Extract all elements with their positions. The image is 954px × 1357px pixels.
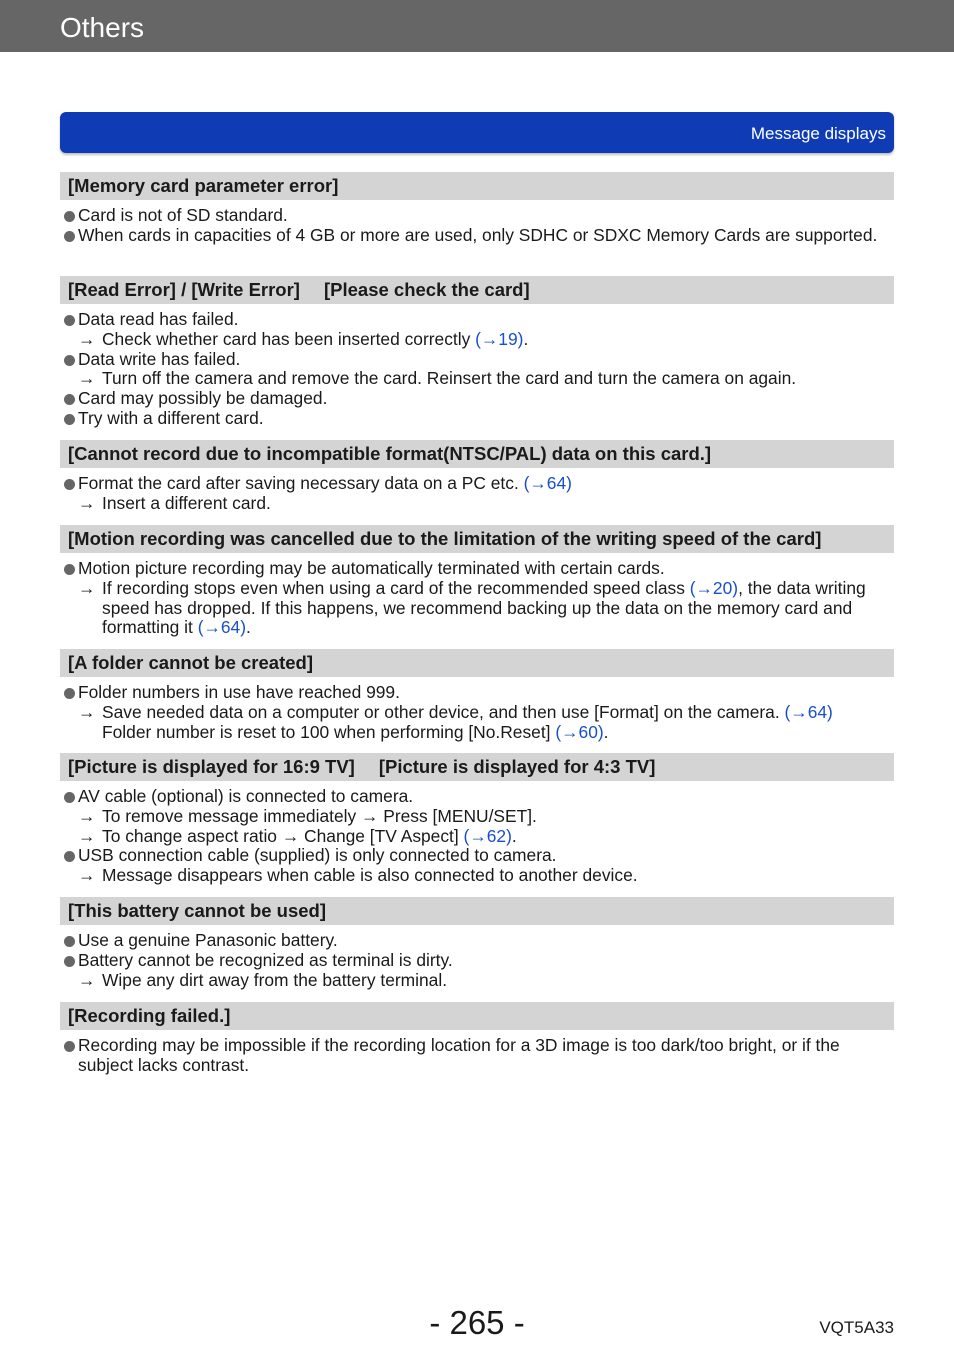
message-section bbox=[60, 897, 894, 990]
bullet-dot-icon bbox=[64, 414, 75, 425]
bullet-item bbox=[60, 310, 894, 330]
bullet-dot-icon bbox=[64, 936, 75, 947]
message-items bbox=[60, 559, 894, 638]
bullet-text: Recording may be impossible if the recording location for a 3D image is too dark/too bright, or if the subject lacks contrast. bbox=[78, 1035, 840, 1075]
bullet-item bbox=[60, 226, 894, 246]
page-reference-link[interactable]: (→60) bbox=[555, 721, 604, 742]
heading-text: [Memory card parameter error] bbox=[68, 175, 339, 196]
section-banner bbox=[60, 112, 894, 153]
arrow-right-icon: → bbox=[78, 865, 96, 886]
arrow-right-icon: → bbox=[78, 805, 96, 826]
bullet-dot-icon bbox=[64, 231, 75, 242]
message-heading bbox=[60, 525, 894, 553]
bullet-text: Data write has failed. bbox=[78, 348, 241, 369]
bullet-item bbox=[60, 559, 894, 579]
message-section bbox=[60, 525, 894, 638]
bullet-item bbox=[60, 206, 894, 226]
message-items bbox=[60, 683, 894, 742]
arrow-right-icon: → bbox=[78, 328, 96, 349]
message-section bbox=[60, 276, 894, 429]
instruction-text: Insert a different card. bbox=[102, 492, 271, 513]
sub-instruction bbox=[60, 330, 894, 350]
message-section bbox=[60, 1002, 894, 1076]
sub-instruction bbox=[60, 703, 894, 743]
sub-instruction bbox=[60, 866, 894, 886]
instruction-text: To remove message immediately → Press [MENU/SET]. bbox=[102, 805, 537, 826]
bullet-dot-icon bbox=[64, 355, 75, 366]
bullet-item bbox=[60, 409, 894, 429]
heading-text: [Please check the card] bbox=[323, 279, 530, 300]
heading-text: [Picture is displayed for 16:9 TV] bbox=[68, 756, 355, 777]
heading-text: [A folder cannot be created] bbox=[68, 652, 313, 673]
page-reference-link[interactable]: (→19) bbox=[475, 328, 524, 349]
message-heading bbox=[60, 649, 894, 677]
instruction-text: . bbox=[603, 721, 609, 742]
heading-text: [Motion recording was cancelled due to the limitation of the writing speed of the card] bbox=[68, 528, 822, 549]
bullet-text: Motion picture recording may be automatically terminated with certain cards. bbox=[78, 558, 665, 578]
bullet-item bbox=[60, 350, 894, 370]
bullet-text: Folder numbers in use have reached 999. bbox=[78, 682, 400, 702]
sub-instruction bbox=[60, 579, 894, 638]
arrow-right-icon: → bbox=[78, 577, 96, 598]
sub-instruction bbox=[60, 827, 894, 847]
message-section bbox=[60, 753, 894, 886]
page-category-title: Others bbox=[60, 12, 145, 43]
message-heading bbox=[60, 897, 894, 925]
bullet-dot-icon bbox=[64, 315, 75, 326]
sub-instruction bbox=[60, 494, 894, 514]
heading-text: [Recording failed.] bbox=[68, 1005, 231, 1026]
instruction-text: If recording stops even when using a card of the recommended speed class bbox=[102, 577, 690, 598]
heading-text: [This battery cannot be used] bbox=[68, 900, 327, 921]
bullet-dot-icon bbox=[64, 792, 75, 803]
message-items bbox=[60, 787, 894, 886]
bullet-text: AV cable (optional) is connected to camera. bbox=[78, 786, 414, 806]
bullet-item bbox=[60, 474, 894, 494]
model-code: VQT5A33 bbox=[819, 1318, 894, 1337]
bullet-dot-icon bbox=[64, 688, 75, 699]
bullet-item bbox=[60, 931, 894, 951]
message-section bbox=[60, 440, 894, 514]
page-reference-link[interactable]: (→64) bbox=[784, 701, 833, 722]
arrow-right-icon: → bbox=[78, 969, 96, 990]
instruction-text: , the data writing speed has dropped. If this happens, we recommend backing up the data on the memory card and formatting it bbox=[102, 577, 866, 638]
page-reference-link[interactable]: (→20) bbox=[689, 577, 739, 598]
heading-text: [Cannot record due to incompatible format(NTSC/PAL) data on this card.] bbox=[68, 443, 712, 464]
message-items bbox=[60, 206, 894, 246]
bullet-text: Battery cannot be recognized as terminal is dirty. bbox=[78, 949, 453, 970]
bullet-dot-icon bbox=[64, 394, 75, 405]
message-items bbox=[60, 931, 894, 990]
instruction-text: Save needed data on a computer or other device, and then use [Format] on the camera. bbox=[102, 701, 785, 722]
arrow-right-icon: → bbox=[78, 825, 96, 846]
bullet-dot-icon bbox=[64, 564, 75, 575]
page-reference-link[interactable]: (→64) bbox=[523, 473, 572, 493]
bullet-text: Card may possibly be damaged. bbox=[78, 388, 328, 409]
instruction-text: To change aspect ratio → Change [TV Aspect] bbox=[102, 825, 464, 846]
message-items bbox=[60, 1036, 894, 1076]
message-items bbox=[60, 310, 894, 429]
bullet-dot-icon bbox=[64, 956, 75, 967]
top-bar bbox=[0, 0, 954, 52]
bullet-text: When cards in capacities of 4 GB or more are used, only SDHC or SDXC Memory Cards are supported. bbox=[78, 224, 878, 245]
message-section bbox=[60, 172, 894, 246]
message-items bbox=[60, 474, 894, 514]
instruction-text: . bbox=[246, 617, 251, 638]
bullet-text: Data read has failed. bbox=[78, 309, 239, 329]
message-heading bbox=[60, 753, 894, 781]
instruction-text: Turn off the camera and remove the card. Reinsert the card and turn the camera on again. bbox=[102, 368, 797, 389]
bullet-dot-icon bbox=[64, 1041, 75, 1052]
sub-instruction bbox=[60, 369, 894, 389]
message-section bbox=[60, 649, 894, 742]
arrow-right-icon: → bbox=[78, 368, 96, 389]
sub-instruction bbox=[60, 971, 894, 991]
bullet-item bbox=[60, 787, 894, 807]
page-reference-link[interactable]: (→64) bbox=[197, 617, 247, 638]
arrow-right-icon: → bbox=[78, 701, 96, 722]
bullet-text: Format the card after saving necessary data on a PC etc. bbox=[78, 473, 524, 493]
bullet-item bbox=[60, 846, 894, 866]
heading-text: [Picture is displayed for 4:3 TV] bbox=[378, 756, 656, 777]
instruction-text: Check whether card has been inserted correctly bbox=[102, 328, 476, 349]
bullet-text: Use a genuine Panasonic battery. bbox=[78, 930, 338, 950]
instruction-text: . bbox=[511, 825, 517, 846]
page-reference-link[interactable]: (→62) bbox=[463, 825, 512, 846]
bullet-item bbox=[60, 951, 894, 971]
instruction-text: Message disappears when cable is also connected to another device. bbox=[102, 865, 638, 886]
sub-instruction bbox=[60, 807, 894, 827]
bullet-text: USB connection cable (supplied) is only connected to camera. bbox=[78, 845, 557, 866]
instruction-text: Wipe any dirt away from the battery terminal. bbox=[102, 969, 448, 990]
bullet-item bbox=[60, 683, 894, 703]
page-number: - 265 - bbox=[429, 1304, 525, 1341]
bullet-text: Try with a different card. bbox=[78, 407, 264, 428]
instruction-text: Folder number is reset to 100 when performing [No.Reset] bbox=[102, 721, 556, 742]
instruction-text: . bbox=[523, 328, 529, 349]
message-heading bbox=[60, 440, 894, 468]
message-heading bbox=[60, 1002, 894, 1030]
bullet-item bbox=[60, 1036, 894, 1076]
arrow-right-icon: → bbox=[78, 492, 96, 513]
bullet-text: Card is not of SD standard. bbox=[78, 205, 288, 225]
banner-label: Message displays bbox=[750, 124, 886, 143]
bullet-dot-icon bbox=[64, 851, 75, 862]
bullet-dot-icon bbox=[64, 211, 75, 222]
bullet-item bbox=[60, 389, 894, 409]
bullet-dot-icon bbox=[64, 479, 75, 490]
message-heading bbox=[60, 276, 894, 304]
message-heading bbox=[60, 172, 894, 200]
heading-text: [Read Error] / [Write Error] bbox=[68, 279, 300, 300]
